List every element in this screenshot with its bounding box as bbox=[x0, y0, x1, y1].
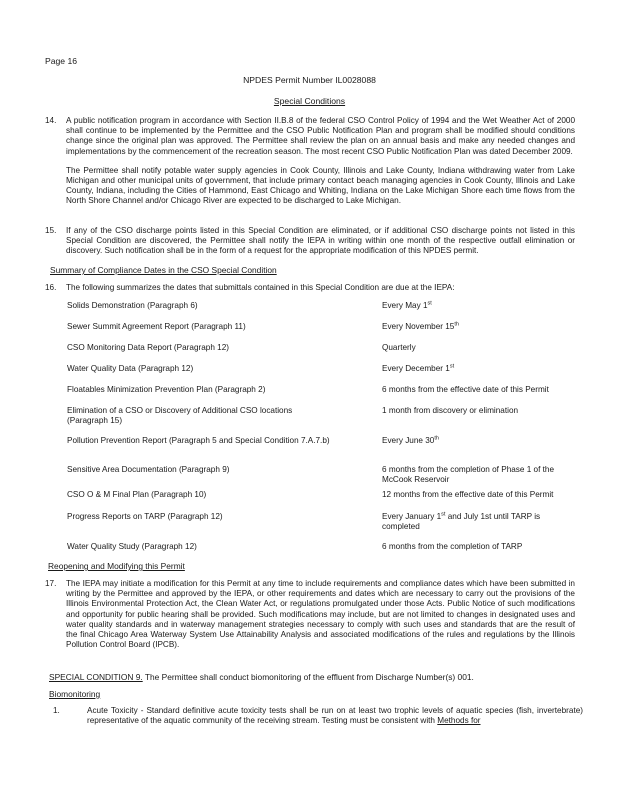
compliance-item-due: Every December 1st bbox=[382, 363, 455, 373]
item-text: Acute Toxicity - Standard definitive acute toxicity tests shall be run on at least two trophic levels of aquatic species (fish, invertebrate) representative of the aquatic community of the receiving stream. Testing must be consistent with bbox=[87, 706, 583, 726]
compliance-item-due: 6 months from the completion of TARP bbox=[382, 542, 523, 551]
item-number: 1. bbox=[53, 706, 60, 715]
compliance-item-label: Sensitive Area Documentation (Paragraph 9) bbox=[67, 465, 230, 474]
special-condition-9 bbox=[49, 672, 474, 682]
compliance-item-label: Progress Reports on TARP (Paragraph 12) bbox=[67, 512, 223, 521]
compliance-item-due: Quarterly bbox=[382, 343, 416, 352]
compliance-item-label: Pollution Prevention Report (Paragraph 5 and Special Condition 7.A.7.b) bbox=[67, 436, 330, 445]
paragraph-text: The IEPA may initiate a modification for this Permit at any time to include requirements and compliance dates which have been submitted in writing by the Permittee and approved by the IEPA, or other requirements and dates which are necessary to carry out the provisions of the Illinois Environmental Protection Act, the Clean Water Act, or regulations promulgated under those Acts. Public Notice of such modifications and opportunity for public hearing shall be provided. Such modifications may include, but are not limited to changes in designated uses and water quality standards and in waterway management strategies necessary to comply with such uses and standards that are the result of the final Chicago Area Waterway System Use Attainability Analysis and associated modifications of the rules and regulations by the Illinois Pollution Control Board (IPCB). bbox=[66, 579, 575, 650]
paragraph-text: The Permittee shall notify potable water supply agencies in Cook County, Illinois and Lake County, Indiana withdrawing water from Lake Michigan and other municipal units of government, that include primary contact beach managing agencies in Cook County, Illinois and Lake County, Indiana, including the Cities of Hammond, East Chicago and Whiting, Indiana on the Lake Michigan Shore each time flows from the North Shore Channel and/or Chicago River are expected to be discharged to Lake Michigan. bbox=[66, 165, 575, 206]
biomonitoring-heading: Biomonitoring bbox=[49, 689, 101, 699]
paragraph-text: A public notification program in accordance with Section II.B.8 of the federal CSO Control Policy of 1994 and the Wet Weather Act of 2000 shall continue to be implemented by the Permittee and the CSO Public Notification Plan and program shall be modified should conditions change since the original plan was approved. The Permittee shall review the plan on an annual basis and make any needed changes and implementations by the commencement of the recreation season. The most recent CSO Public Notification Plan was dated December 2009. bbox=[66, 116, 575, 156]
compliance-item-label: Solids Demonstration (Paragraph 6) bbox=[67, 301, 198, 310]
page-label: Page 16 bbox=[45, 56, 78, 66]
compliance-item-due: 12 months from the effective date of this Permit bbox=[382, 490, 554, 499]
biomonitoring-item-1 bbox=[53, 706, 583, 726]
methods-reference: Methods for bbox=[437, 716, 481, 726]
compliance-item-label: CSO O & M Final Plan (Paragraph 10) bbox=[67, 490, 207, 499]
paragraph-text: The following summarizes the dates that submittals contained in this Special Condition are due at the IEPA: bbox=[66, 283, 455, 292]
paragraph-number: 14. bbox=[45, 116, 57, 125]
permit-title: NPDES Permit Number IL0028088 bbox=[243, 75, 376, 85]
compliance-item-due: 6 months from the effective date of this Permit bbox=[382, 385, 549, 394]
compliance-item-label: Water Quality Study (Paragraph 12) bbox=[67, 542, 197, 551]
compliance-item-due: Every November 15th bbox=[382, 321, 459, 331]
reopening-heading: Reopening and Modifying this Permit bbox=[48, 561, 185, 571]
summary-heading: Summary of Compliance Dates in the CSO Special Condition bbox=[50, 265, 277, 275]
compliance-item-label: Sewer Summit Agreement Report (Paragraph 11) bbox=[67, 322, 246, 331]
compliance-item-label: Floatables Minimization Prevention Plan (Paragraph 2) bbox=[67, 385, 266, 394]
paragraph-text: If any of the CSO discharge points listed in this Special Condition are eliminated, or if additional CSO discharge points not listed in this Special Condition are discovered, the Permittee shall notify the IEPA in writing within one month of the respective outfall elimination or discovery. Such notification shall be in the form of a request for the appropriate modification of this NPDES permit. bbox=[66, 226, 575, 256]
special-condition-label: SPECIAL CONDITION 9. bbox=[49, 672, 143, 682]
compliance-item-label: Water Quality Data (Paragraph 12) bbox=[67, 364, 194, 373]
compliance-item-due: 6 months from the completion of Phase 1 of the McCook Reservoir bbox=[382, 465, 555, 485]
paragraph-number: 15. bbox=[45, 226, 57, 235]
paragraph-15 bbox=[45, 226, 575, 257]
paragraph-number: 17. bbox=[45, 579, 57, 588]
paragraph-17 bbox=[45, 579, 575, 650]
paragraph-number: 16. bbox=[45, 283, 57, 292]
compliance-item-label: Elimination of a CSO or Discovery of Additional CSO locations (Paragraph 15) bbox=[67, 406, 293, 426]
compliance-item-label: CSO Monitoring Data Report (Paragraph 12) bbox=[67, 343, 230, 352]
special-condition-text: The Permittee shall conduct biomonitoring of the effluent from Discharge Number(s) 001. bbox=[142, 672, 474, 682]
compliance-item-due: Every January 1st and July 1st until TARP is completed bbox=[382, 511, 541, 532]
compliance-item-due: Every May 1st bbox=[382, 300, 432, 310]
paragraph-14 bbox=[45, 116, 575, 207]
paragraph-16 bbox=[45, 283, 575, 293]
compliance-item-due: Every June 30th bbox=[382, 435, 439, 445]
compliance-item-due: 1 month from discovery or elimination bbox=[382, 406, 519, 415]
special-conditions-heading: Special Conditions bbox=[273, 96, 346, 106]
